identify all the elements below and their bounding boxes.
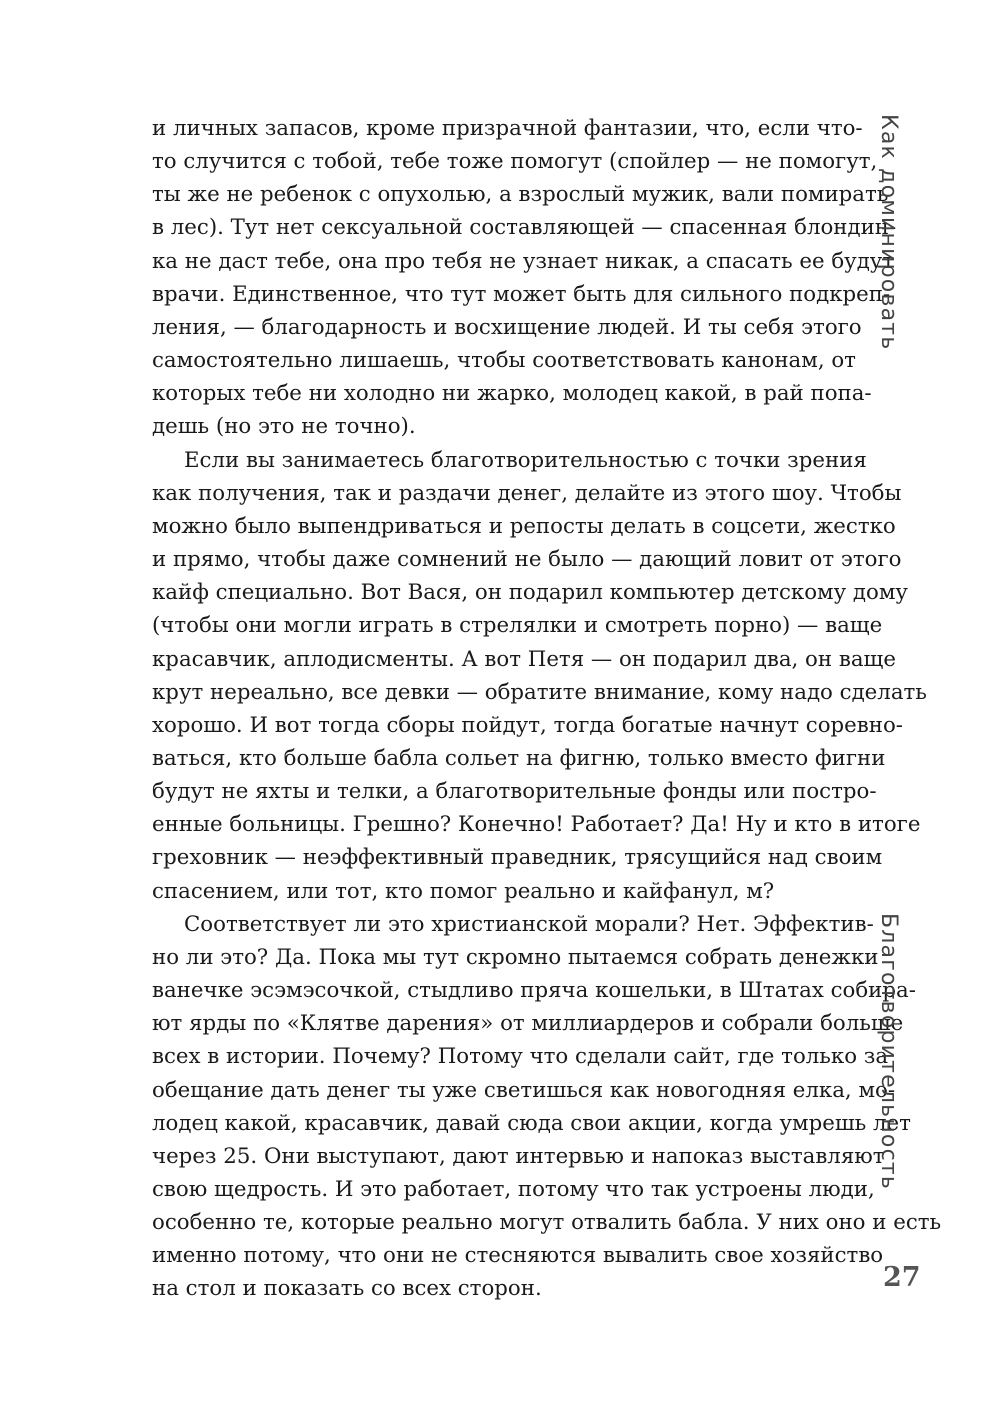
text-line: лодец какой, красавчик, давай сюда свои акции, когда умрешь лет xyxy=(152,1110,911,1136)
text-line: кайф специально. Вот Вася, он подарил компьютер детскому дому xyxy=(152,580,908,606)
text-line: ты же не ребенок с опухолью, а взрослый мужик, вали помирать xyxy=(152,182,889,208)
text-line: которых тебе ни холодно ни жарко, молодец какой, в рай попа- xyxy=(152,381,872,407)
text-line: именно потому, что они не стесняются вывалить свое хозяйство xyxy=(152,1243,884,1269)
text-line: свою щедрость. И это работает, потому что так устроены люди, xyxy=(152,1177,875,1202)
text-line: на стол и показать со всех сторон. xyxy=(152,1276,542,1302)
paragraph-start-line: Если вы занимаетесь благотворительностью с точки зрения xyxy=(184,447,867,473)
text-line: ют ярды по «Клятве дарения» от миллиардеров и собрали больше xyxy=(152,1011,904,1037)
text-line: то случится с тобой, тебе тоже помогут (спойлер — не помогут, xyxy=(152,149,878,175)
text-line: ления, — благодарность и восхищение людей. И ты себя этого xyxy=(152,314,862,340)
text-line: греховник — неэффективный праведник, трясущийся над своим xyxy=(152,845,883,871)
text-line: и прямо, чтобы даже сомнений не было — дающий ловит от этого xyxy=(152,547,902,573)
text-line: (чтобы они могли играть в стрелялки и смотреть порно) — ваще xyxy=(152,613,883,639)
text-line: через 25. Они выступают, дают интервью и напоказ выставляют xyxy=(152,1143,885,1169)
text-line: ка не даст тебе, она про тебя не узнает никак, а спасать ее будут xyxy=(152,248,895,274)
text-line: особенно те, которые реально могут отвалить бабла. У них оно и есть xyxy=(152,1210,942,1236)
text-line: как получения, так и раздачи денег, делайте из этого шоу. Чтобы xyxy=(152,480,902,506)
text-line: красавчик, аплодисменты. А вот Петя — он подарил два, он ваще xyxy=(152,646,896,672)
text-line: енные больницы. Грешно? Конечно! Работает? Да! Ну и кто в итоге xyxy=(152,812,921,838)
paragraph-start-line: Соответствует ли это христианской морали? Нет. Эффектив- xyxy=(184,911,874,937)
text-line: можно было выпендриваться и репосты делать в соцсети, жестко xyxy=(152,513,896,539)
running-head-book-title: Как доминировать xyxy=(876,114,901,351)
running-head-chapter-title: Благотворительность xyxy=(876,913,901,1191)
text-line: спасением, или тот, кто помог реально и кайфанул, м? xyxy=(152,878,775,904)
page-number: 27 xyxy=(883,1262,921,1293)
text-line: всех в истории. Почему? Потому что сделали сайт, где только за xyxy=(152,1044,889,1070)
text-line: ванечке эсэмэсочкой, стыдливо пряча кошельки, в Штатах собира- xyxy=(152,978,916,1004)
text-line: и личных запасов, кроме призрачной фантазии, что, если что- xyxy=(152,116,863,141)
text-line: но ли это? Да. Пока мы тут скромно пытаемся собрать денежки xyxy=(152,944,879,970)
text-line: будут не яхты и телки, а благотворительные фонды или постро- xyxy=(152,779,877,805)
text-line: крут нереально, все девки — обратите внимание, кому надо сделать xyxy=(152,679,927,705)
text-line: дешь (но это не точно). xyxy=(152,414,416,440)
text-line: обещание дать денег ты уже светишься как новогодняя елка, мо- xyxy=(152,1077,896,1103)
text-line: ваться, кто больше бабла сольет на фигню, только вместо фигни xyxy=(152,745,886,771)
text-line: врачи. Единственное, что тут может быть для сильного подкреп- xyxy=(152,281,891,307)
text-line: в лес). Тут нет сексуальной составляющей — спасенная блондин- xyxy=(152,215,897,241)
text-line: хорошо. И вот тогда сборы пойдут, тогда богатые начнут соревно- xyxy=(152,712,903,738)
text-line: самостоятельно лишаешь, чтобы соответствовать канонам, от xyxy=(152,348,856,374)
